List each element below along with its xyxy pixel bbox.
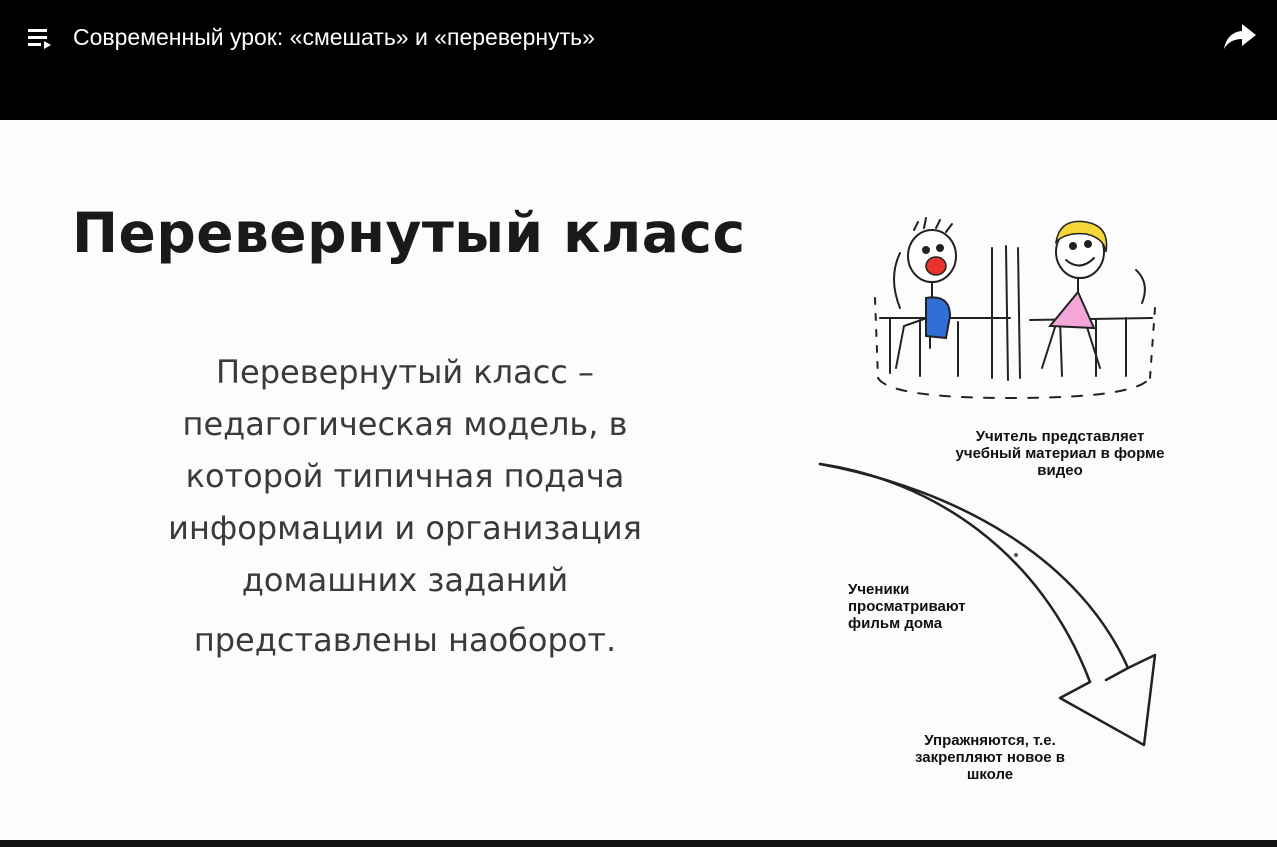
video-header bbox=[0, 0, 1277, 120]
caption-line: закрепляют новое в bbox=[914, 749, 1066, 766]
body-line: домашних заданий bbox=[241, 561, 569, 599]
body-line: Перевернутый класс – bbox=[215, 353, 595, 391]
caption-line: просматривают bbox=[848, 598, 966, 615]
caption-line: учебный материал в форме bbox=[955, 445, 1165, 462]
slide-title: Перевернутый класс bbox=[72, 201, 746, 265]
students-illustration bbox=[860, 208, 1160, 408]
presentation-slide bbox=[0, 120, 1277, 840]
caption-line: школе bbox=[966, 766, 1014, 783]
body-line: педагогическая модель, в bbox=[182, 405, 628, 443]
caption-line: видео bbox=[1037, 462, 1083, 479]
slide-body-text bbox=[100, 346, 710, 666]
caption-students bbox=[848, 581, 1048, 632]
caption-line: Упражняются, т.е. bbox=[924, 732, 1056, 749]
body-line: которой типичная подача bbox=[185, 457, 625, 495]
caption-line: Учитель представляет bbox=[975, 428, 1145, 445]
body-line: представлены наоборот. bbox=[193, 621, 617, 659]
caption-line: фильм дома bbox=[848, 615, 943, 632]
video-title[interactable]: Современный урок: «смешать» и «перевернуть» bbox=[73, 24, 595, 50]
share-icon[interactable] bbox=[1222, 20, 1258, 52]
caption-practice bbox=[870, 732, 1110, 783]
player-bottom-edge bbox=[0, 840, 1277, 847]
body-line: информации и организация bbox=[168, 509, 642, 547]
caption-line: Ученики bbox=[848, 581, 910, 598]
caption-teacher bbox=[900, 428, 1220, 479]
playlist-icon[interactable] bbox=[26, 26, 54, 50]
